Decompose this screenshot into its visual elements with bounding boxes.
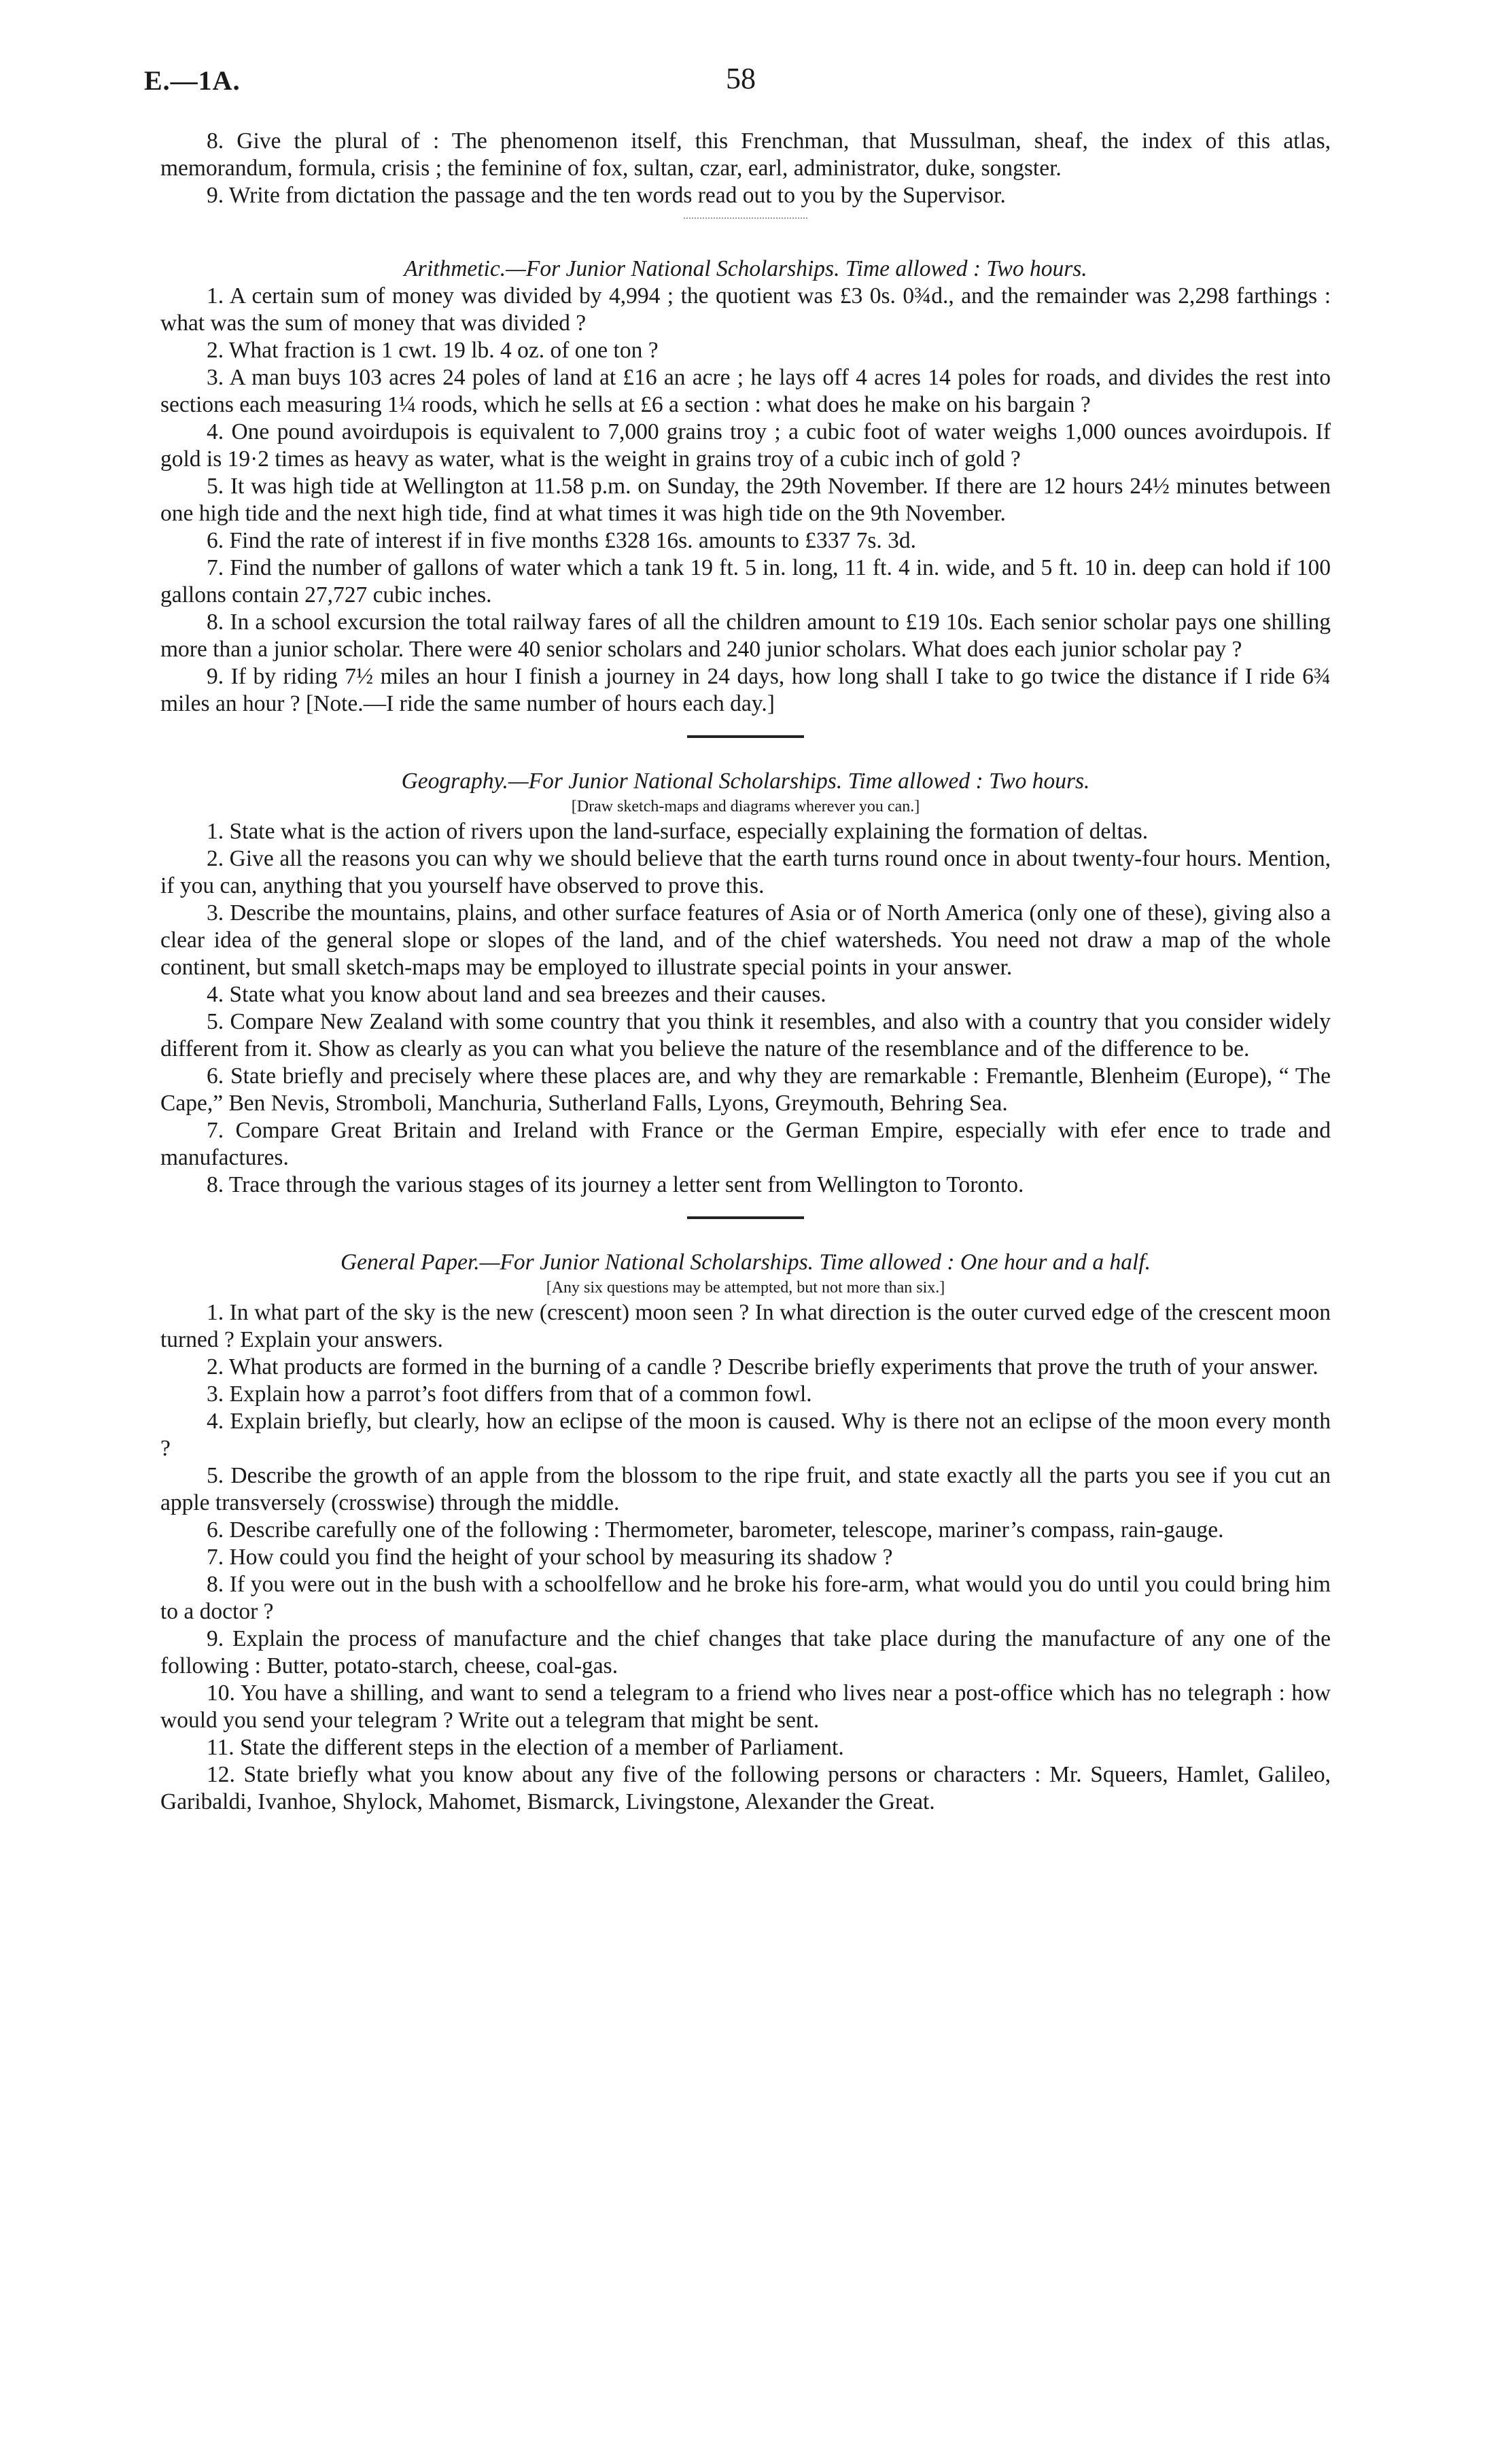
- question: 6. Describe carefully one of the following : Thermometer, barometer, telescope, mariner’s compass, rain-gauge.: [207, 1517, 1224, 1543]
- question: 5. Compare New Zealand with some country that you think it resembles, and also with a country that you consider widely different from it. Show as clearly as you can what you believe the nature of the resemblance and of the difference to be.: [160, 1009, 1331, 1061]
- question: 5. Describe the growth of an apple from the blossom to the ripe fruit, and state exactly all the parts you see if you cut an apple transversely (crosswise) through the middle.: [160, 1463, 1331, 1515]
- question: 5. It was high tide at Wellington at 11.58 p.m. on Sunday, the 29th November. If there are 12 hours 24½ minutes between one high tide and the next high tide, find at what times it was high tide on the 9th November.: [160, 474, 1331, 526]
- section-divider: [684, 217, 807, 219]
- section-heading: General Paper.—For Junior National Scholarships. Time allowed : One hour and a half.: [340, 1250, 1151, 1275]
- question: 7. Find the number of gallons of water which a tank 19 ft. 5 in. long, 11 ft. 4 in. wide, and 5 ft. 10 in. deep can hold if 100 gallons contain 27,727 cubic inches.: [160, 555, 1331, 608]
- question: 9. Write from dictation the passage and the ten words read out to you by the Supervisor.: [207, 183, 1006, 208]
- question: 11. State the different steps in the election of a member of Parliament.: [207, 1735, 844, 1760]
- question: 9. If by riding 7½ miles an hour I finish a journey in 24 days, how long shall I take to go twice the distance if I ride 6¾ miles an hour ? [Note.—I ride the same number of hours each day.]: [160, 664, 1331, 716]
- english-tail-section: [160, 128, 1331, 209]
- question: 2. Give all the reasons you can why we should believe that the earth turns round once in about twenty-four hours. Mention, if you can, anything that you yourself have observed to prove this.: [160, 846, 1331, 898]
- question: 4. Explain briefly, but clearly, how an eclipse of the moon is caused. Why is there not an eclipse of the moon every month ?: [160, 1409, 1331, 1461]
- section-divider: [687, 735, 804, 738]
- question: 3. A man buys 103 acres 24 poles of land at £16 an acre ; he lays off 4 acres 14 poles for roads, and divides the rest into sections each measuring 1¼ roods, which he sells at £6 a section : what does he make on his bargain ?: [160, 365, 1331, 417]
- section-note: [Any six questions may be attempted, but not more than six.]: [546, 1279, 945, 1297]
- question: 8. Give the plural of : The phenomenon itself, this Frenchman, that Mussulman, sheaf, the index of this atlas, memorandum, formula, crisis ; the feminine of fox, sultan, czar, earl, administrator, duke, songster.: [160, 128, 1331, 181]
- section-divider: [687, 1216, 804, 1219]
- question: 6. Find the rate of interest if in five months £328 16s. amounts to £337 7s. 3d.: [207, 528, 916, 553]
- question: 3. Explain how a parrot’s foot differs from that of a common fowl.: [207, 1381, 812, 1407]
- question: 12. State briefly what you know about any five of the following persons or characters : Mr. Squeers, Hamlet, Galileo, Garibaldi, Ivanhoe, Shylock, Mahomet, Bismarck, Livingstone, Alexander the Great.: [160, 1762, 1331, 1814]
- document-body: [160, 128, 1331, 1816]
- question: 8. In a school excursion the total railway fares of all the children amount to £19 10s. Each senior scholar pays one shilling more than a junior scholar. There were 40 senior scholars and 240 junior scholars. What does each junior scholar pay ?: [160, 610, 1331, 662]
- section-heading: Arithmetic.—For Junior National Scholarships. Time allowed : Two hours.: [404, 256, 1087, 281]
- question: 8. Trace through the various stages of its journey a letter sent from Wellington to Toronto.: [207, 1172, 1024, 1197]
- general-paper-section: [160, 1249, 1331, 1816]
- arithmetic-section: [160, 256, 1331, 718]
- document-reference: E.—1A.: [144, 65, 241, 96]
- question: 1. In what part of the sky is the new (crescent) moon seen ? In what direction is the outer curved edge of the crescent moon turned ? Explain your answers.: [160, 1300, 1331, 1352]
- question: 2. What fraction is 1 cwt. 19 lb. 4 oz. of one ton ?: [207, 338, 659, 363]
- question: 9. Explain the process of manufacture and the chief changes that take place during the manufacture of any one of the following : Butter, potato-starch, cheese, coal-gas.: [160, 1626, 1331, 1678]
- section-heading: Geography.—For Junior National Scholarships. Time allowed : Two hours.: [401, 769, 1090, 794]
- question: 4. One pound avoirdupois is equivalent to 7,000 grains troy ; a cubic foot of water weighs 1,000 ounces avoirdupois. If gold is 19·2 times as heavy as water, what is the weight in grains troy of a cubic inch of gold ?: [160, 419, 1331, 472]
- question: 2. What products are formed in the burning of a candle ? Describe briefly experiments that prove the truth of your answer.: [207, 1354, 1318, 1379]
- geography-section: [160, 768, 1331, 1199]
- question: 7. Compare Great Britain and Ireland with France or the German Empire, especially with efer ence to trade and manufactures.: [160, 1118, 1331, 1170]
- question: 10. You have a shilling, and want to send a telegram to a friend who lives near a post-office which has no telegraph : how would you send your telegram ? Write out a telegram that might be sent.: [160, 1680, 1331, 1733]
- question: 6. State briefly and precisely where these places are, and why they are remarkable : Fremantle, Blenheim (Europe), “ The Cape,” Ben Nevis, Stromboli, Manchuria, Sutherland Falls, Lyons, Greymouth, Behring Sea.: [160, 1063, 1331, 1116]
- page-number: 58: [726, 62, 756, 95]
- question: 8. If you were out in the bush with a schoolfellow and he broke his fore-arm, what would you do until you could bring him to a doctor ?: [160, 1572, 1331, 1624]
- question: 1. State what is the action of rivers upon the land-surface, especially explaining the formation of deltas.: [207, 819, 1149, 844]
- section-note: [Draw sketch-maps and diagrams wherever you can.]: [571, 798, 920, 815]
- question: 7. How could you find the height of your school by measuring its shadow ?: [207, 1545, 893, 1570]
- question: 1. A certain sum of money was divided by 4,994 ; the quotient was £3 0s. 0¾d., and the remainder was 2,298 farthings : what was the sum of money that was divided ?: [160, 283, 1331, 336]
- question: 3. Describe the mountains, plains, and other surface features of Asia or of North America (only one of these), giving also a clear idea of the general slope or slopes of the land, and of the chief watersheds. You need not draw a map of the whole continent, but small sketch-maps may be employed to illustrate special points in your answer.: [160, 900, 1331, 980]
- question: 4. State what you know about land and sea breezes and their causes.: [207, 982, 826, 1007]
